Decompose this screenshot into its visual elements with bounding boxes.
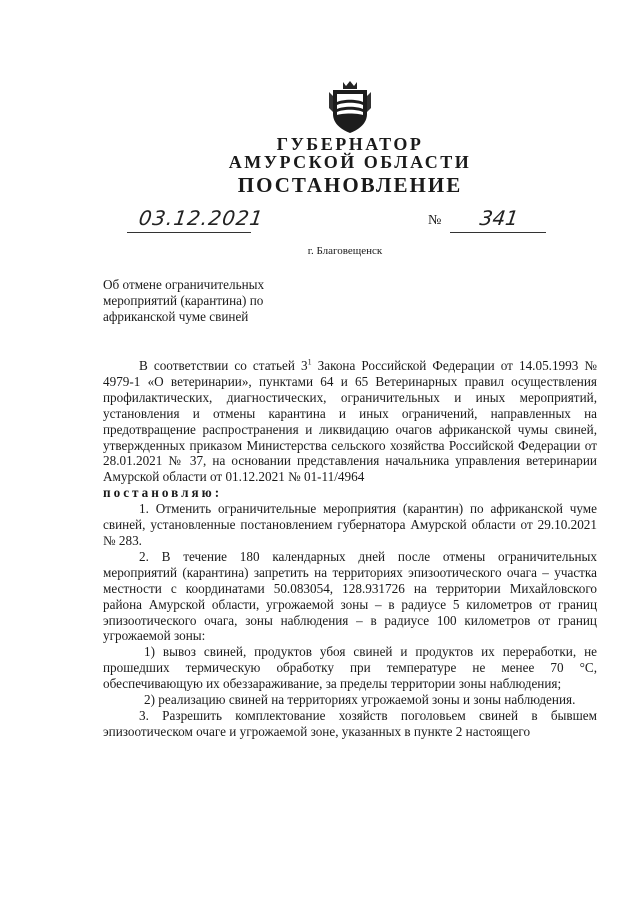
date-underline xyxy=(127,232,251,233)
preamble-text: В соответствии со статьей 3 xyxy=(139,358,308,373)
document-type-title: ПОСТАНОВЛЕНИЕ xyxy=(237,173,463,197)
coat-of-arms-emblem xyxy=(327,80,373,134)
item-1: 1. Отменить ограничительные мероприятия (карантин) по африканской чуме свиней, установленные постановлением губернатора Амурской области от 29.10.2021 № 283. xyxy=(103,501,597,548)
header-title-region: АМУРСКОЙ ОБЛАСТИ xyxy=(228,152,472,172)
item-2-subitem-1: 1) вывоз свиней, продуктов убоя свиней и продуктов их переработки, не прошедших термическую обработку при температуре не менее 70 °С, обеспечивающую их обеззараживание, за пределы территории зоны наблюдения; xyxy=(103,644,597,692)
document-date: 03.12.2021 xyxy=(137,206,266,230)
preamble-paragraph xyxy=(103,358,597,485)
preamble-text-cont: Закона Российской Федерации от 14.05.1993 № 4979-1 «О ветеринарии», пунктами 64 и 65 Ветеринарных правил осуществления профилактических, диагностических, ограничительных и иных мероприятий, установления и отмены карантина и иных ограничений, направленных на предотвращение распространения и ликвидацию очагов африканской чумы свиней, утвержденных приказом Министерства сельского хозяйства Российской Федерации от 28.01.2021 № 37, на основании представления начальника управления ветеринарии Амурской области от 01.12.2021 № 01-11/4964 xyxy=(103,358,597,485)
document-number: 341 xyxy=(478,206,520,230)
subject-line: африканской чуме свиней xyxy=(103,309,249,324)
document-body xyxy=(103,358,597,740)
number-underline xyxy=(450,232,546,233)
header-title-governor: ГУБЕРНАТОР xyxy=(276,134,424,154)
item-2-subitem-2: 2) реализацию свиней на территориях угрожаемой зоны и зоны наблюдения. xyxy=(144,692,576,708)
item-3: 3. Разрешить комплектование хозяйств поголовьем свиней в бывшем эпизоотическом очаге и угрожаемой зоне, указанных в пункте 2 настоящего xyxy=(103,707,597,739)
item-2: 2. В течение 180 календарных дней после отмены ограничительных мероприятий (карантина) запретить на территориях эпизоотического очага – участка местности с координатами 50.083054, 128.931726 на территории Михайловского района Амурской области, угрожаемой зоны – в радиусе 5 километров от границ эпизоотического очага, зоны наблюдения – в радиусе 100 километров от границ угрожаемой зоны: xyxy=(103,548,597,644)
article-superscript: 1 xyxy=(307,357,312,367)
decree-word: постановляю: xyxy=(103,485,223,501)
number-sign: № xyxy=(428,213,442,228)
city-name: г. Благовещенск xyxy=(307,245,383,257)
subject-line: мероприятий (карантина) по xyxy=(103,293,264,308)
subject-line: Об отмене ограничительных xyxy=(103,277,265,292)
document-subject xyxy=(103,277,264,325)
